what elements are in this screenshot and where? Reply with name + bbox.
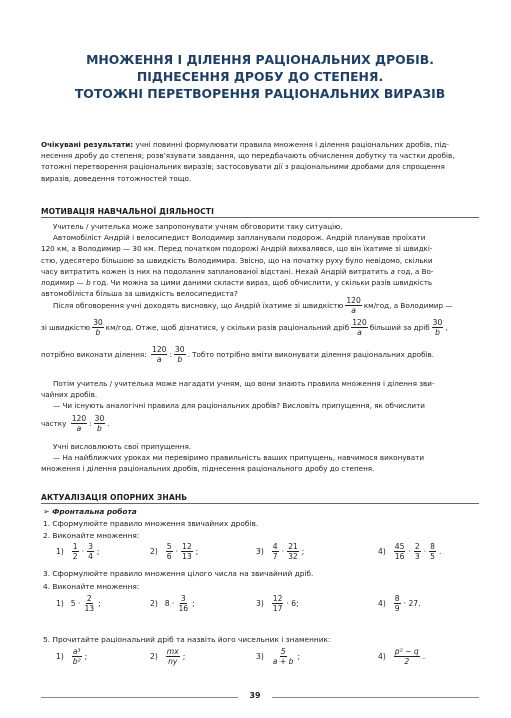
results-line-3: тотожні перетворення раціональних виразів; застосовувати дії з раціональними дробами для спрощення [41,162,445,172]
motivation-p2-l6: автомобіліста більша за швидкість велосипедиста? [41,289,238,299]
question-1: 1. Сформулюйте правило множення звичайних дробів. [43,519,259,528]
item-number: 3) [256,599,264,608]
fraction: $\frac{120}{a}$ [151,345,167,364]
item-number: 3) [256,547,264,556]
motivation-p2-l3: стю, удесятеро більшою за швидкість Володимира. Звісно, що на початку руху було невідомо, скільки [41,255,433,265]
fraction: $\frac{5}{a + b}$ [272,647,294,666]
question-4: 4. Виконайте множення: [43,582,140,591]
item-number: 1) [56,547,64,556]
motivation-p1: Учитель / учителька може запропонувати учням обговорити таку ситуацію. [53,222,343,231]
exercise-item: 3) $\frac{5}{a + b}$ ; [256,647,301,666]
fraction: $\frac{8}{9}$ [394,594,400,613]
bullet-icon: ➢ [43,507,50,516]
fraction: $\frac{120}{a}$ [71,414,87,433]
fraction: $\frac{\text{p² − q}}{2}$ [394,647,419,666]
fraction: $\frac{45}{16}$ [394,542,405,561]
item-number: 3) [256,652,264,661]
motivation-p2-l4: часу витратить кожен із них на подолання запланованої відстані. Нехай Андрій витратить a год, а Во- [41,266,434,276]
frontal-work-label: Фронтальна робота [52,507,137,516]
fraction: $\frac{30}{b}$ [93,318,103,337]
question-5: 5. Прочитайте раціональний дріб та назвіть його чисельник і знаменник: [43,635,331,644]
title-line-3: ТОТОЖНІ ПЕРЕТВОРЕННЯ РАЦІОНАЛЬНИХ ВИРАЗІВ [74,86,446,101]
motivation-heading: МОТИВАЦІЯ НАВЧАЛЬНОЇ ДІЯЛЬНОСТІ [41,207,215,216]
fraction: $\frac{8}{5}$ [430,542,435,561]
exercise-item: 1) 5 · $\frac{2}{13}$ ; [56,594,101,613]
exercise-item: 2) $\frac{mx}{ny}$ ; [150,647,186,666]
item-number: 4) [378,652,386,661]
fraction: $\frac{2}{13}$ [84,594,95,613]
exercise-item: 3) $\frac{4}{7}$ · $\frac{21}{32}$ ; [256,542,305,561]
exercise-item: 3) $\frac{12}{17}$ · 6; [256,594,299,613]
motivation-p3-l2: зі швидкістю $\frac{30}{b}$ км/год. Отже, щоб дізнатися, у скільки разів раціональний дріб $\frac{120}{a}$ більший за дріб $\frac{30}{b}$ , [41,318,448,337]
exercise-item: 2) $\frac{5}{6}$ · $\frac{12}{13}$ ; [150,542,199,561]
footer-rule-left [41,697,238,698]
fraction: $\frac{3}{4}$ [88,542,93,561]
fraction: $\frac{2}{3}$ [414,542,420,561]
heading-divider [41,503,479,504]
fraction: $\frac{4}{7}$ [272,542,278,561]
motivation-p2-l2: 120 км, а Володимир — 30 км. Перед початком подорожі Андрій вихвалявся, що він їхатиме зі швидкі- [41,244,433,254]
motivation-p3-l3: потрібно виконати ділення: $\frac{120}{a}$ : $\frac{30}{b}$ . Тобто потрібно вміти виконувати ділення раціональних дробів. [41,345,435,364]
fraction: $\frac{30}{b}$ [432,318,443,337]
fraction: $\frac{mx}{ny}$ [166,647,179,666]
frontal-work [43,506,137,517]
motivation-p2-l1: Автомобіліст Андрій і велосипедист Володимир запланували подорож. Андрій планував проїхати [53,233,426,243]
fraction: $\frac{12}{17}$ [272,594,283,613]
exercise-item: 4) $\frac{\text{p² − q}}{2}$ . [378,647,426,666]
fraction: $\frac{120}{a}$ [346,296,361,315]
motivation-p5-l2: частку $\frac{120}{a}$ : $\frac{30}{b}$ . [41,414,110,433]
item-number: 1) [56,599,64,608]
fraction: $\frac{30}{b}$ [94,414,105,433]
page-number: 39 [249,691,261,700]
exercise-item: 1) $\frac{\text{a³}}{\text{b²}}$ ; [56,647,88,666]
fraction: $\frac{120}{a}$ [352,318,367,337]
title-line-1: МНОЖЕННЯ І ДІЛЕННЯ РАЦІОНАЛЬНИХ ДРОБІВ. [86,52,434,67]
exercise-item: 2) 8 · $\frac{3}{16}$ ; [150,594,195,613]
item-number: 4) [378,599,386,608]
motivation-text [41,221,477,299]
results-line-1: учні повинні формулювати правила множення і ділення раціональних дробів, під- [135,140,449,149]
motivation-p2-l5: лодимир — b год. Чи можна за цими даними скласти вираз, щоб обчислити, у скільки разів швидкість [41,278,433,288]
question-2: 2. Виконайте множення: [43,531,140,540]
heading-divider [41,217,479,218]
fraction: $\frac{30}{b}$ [174,345,185,364]
fraction: $\frac{\text{a³}}{\text{b²}}$ [72,647,81,666]
actualization-heading: АКТУАЛІЗАЦІЯ ОПОРНИХ ЗНАНЬ [41,493,188,502]
fraction: $\frac{12}{13}$ [182,542,192,561]
expected-results [41,139,477,184]
title-line-2: ПІДНЕСЕННЯ ДРОБУ ДО СТЕПЕНЯ. [136,69,384,84]
fraction: $\frac{5}{6}$ [166,542,172,561]
item-number: 2) [150,599,158,608]
item-number: 4) [378,547,386,556]
page-title [40,51,480,102]
fraction: $\frac{21}{32}$ [288,542,298,561]
results-line-2: несення дробу до степеня; розв’язувати завдання, що передбачають обчислення добутку та частки дробів, [41,151,455,161]
motivation-p3-l1: Після обговорення учні доходять висновку, що Андрій їхатиме зі швидкістю $\frac{120}{a}$ км/год, а Володимир — [53,296,453,315]
item-number: 1) [56,652,64,661]
item-number: 2) [150,652,158,661]
results-line-4: виразів, доведення тотожностей тощо. [41,173,192,183]
motivation-p4: Потім учитель / учителька може нагадати учням, що вони знають правила множення і ділення зви- чайних дробів. — Чи існують аналогічні правила для раціональних дробів? Висловіть припущення, як обчислити [41,379,435,411]
footer-rule-right [272,697,479,698]
item-number: 2) [150,547,158,556]
exercise-item: 4) $\frac{8}{9}$ · 27. [378,594,421,613]
results-label: Очікувані результати: [41,140,134,149]
exercise-item: 1) $\frac{1}{2}$ · $\frac{3}{4}$ ; [56,542,100,561]
fraction: $\frac{1}{2}$ [72,542,78,561]
motivation-p6: Учні висловлюють свої припущення. — На найближчих уроках ми перевіримо правильність ваших припущень, навчимося виконувати множення і ділення раціональних дробів, піднесення раціонального дробу до степеня. [41,442,425,474]
fraction: $\frac{3}{16}$ [178,594,189,613]
exercise-item: 4) $\frac{45}{16}$ · $\frac{2}{3}$ · $\frac{8}{5}$ . [378,542,442,561]
question-3: 3. Сформулюйте правило множення цілого числа на звичайний дріб. [43,569,314,578]
